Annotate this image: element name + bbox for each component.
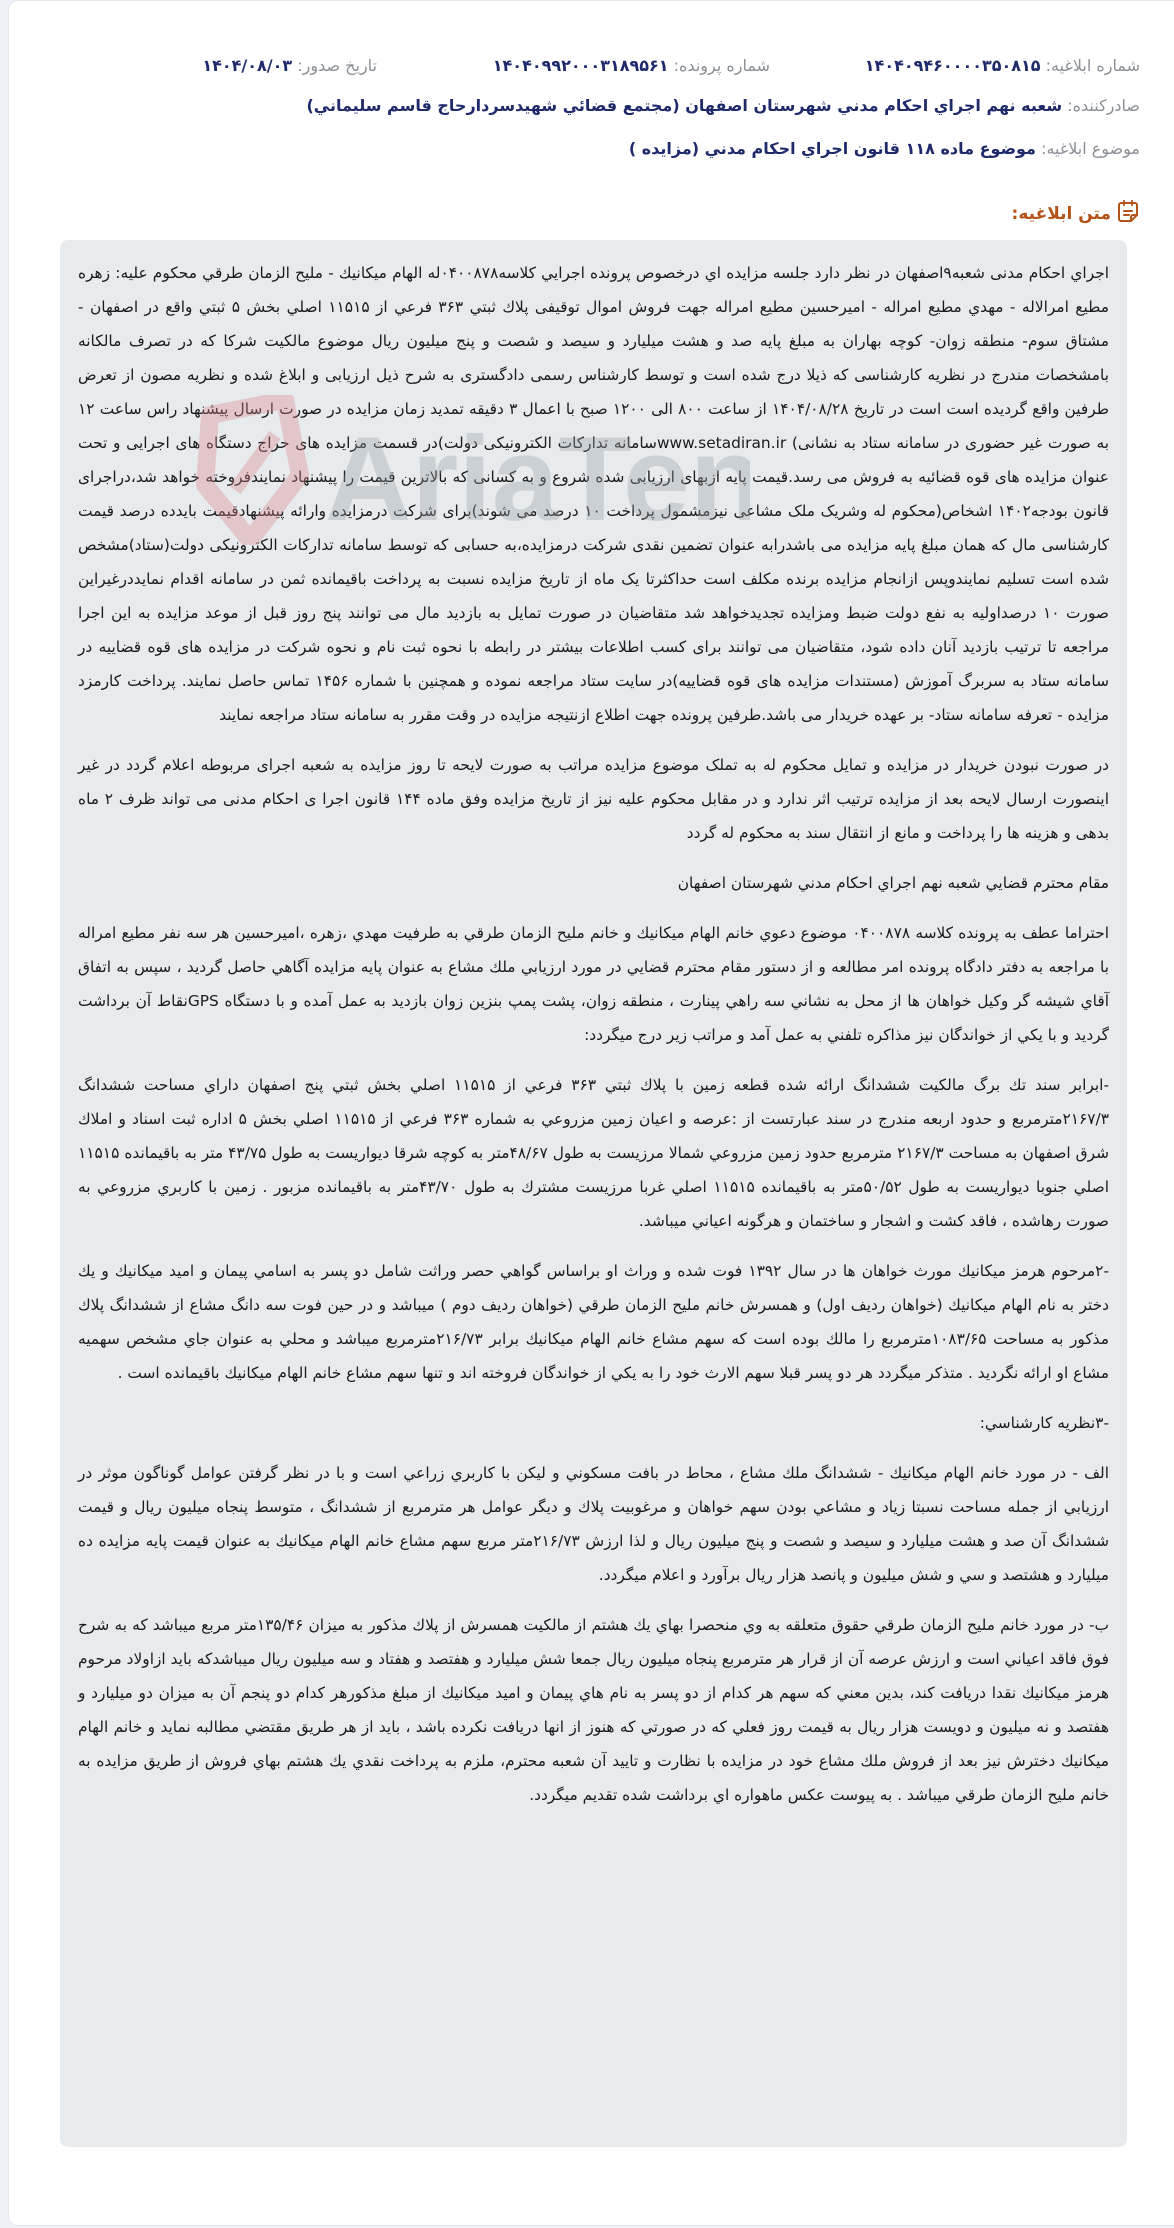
case-number-label: شماره پرونده: bbox=[673, 56, 770, 75]
body-paragraph-2: در صورت نبودن خريدار در مزايده و تمايل محكوم له به تملک موضوع مزايده مراتب به صورت لايحه تا روز مزايده به شعبه اجراى مربوطه اعلام گردد در غير اينصورت ارسال لايحه بعد از مزايده ترتيب اثر ندارد و در مقابل محكوم عليه نيز از تاريخ مزايده وفق ماده ۱۴۴ قانون اجرا ى احكام مدنى مى تواند ظرف ۲ ماه بدهى و هزينه ها را پرداخت و مانع از انتقال سند به محكوم له گردد bbox=[78, 756, 1109, 842]
issue-date-value: ۱۴۰۴/۰۸/۰۳ bbox=[202, 56, 293, 75]
body-paragraph-3: مقام محترم قضايي شعبه نهم اجراي احكام مدني شهرستان اصفهان bbox=[677, 874, 1109, 892]
issuer-field bbox=[306, 96, 1140, 115]
notice-body bbox=[60, 240, 1127, 2147]
body-paragraph-7: -۳نظريه كارشناسي: bbox=[979, 1414, 1109, 1432]
body-paragraph-4: احتراما عطف به پرونده كلاسه ۰۴۰۰۸۷۸ موضوع دعوي خانم الهام ميكانيك و خانم مليح الزمان طرقي به طرفيت مهدي ،زهره ،اميرحسين هر سه نفر مطيع امراله با مراجعه به دفتر دادگاه پرونده امر مطالعه و از دستور مقام محترم قضايي در مورد ارزيابي ملك مشاع به عنوان پايه مزايده آگاهي حاصل گرديد ، سپس به اتفاق آقاي شيشه گر وكيل خواهان ها از محل به نشاني سه راهي پينارت ، منطقه زوان، پشت پمپ بنزين زوان بازديد به عمل آمده و با دستگاه GPSنقاط آن برداشت گرديد و با يكي از خواندگان نيز مذاكره تلفني به عمل آمد و مراتب زير درج ميگردد: bbox=[78, 924, 1109, 1044]
watermark-text: AriaTen bbox=[325, 412, 750, 545]
notice-number-label: شماره ابلاغیه: bbox=[1045, 56, 1140, 75]
issuer-value: شعبه نهم اجراي احكام مدني شهرستان اصفهان (مجتمع قضائي شهيدسردارحاج قاسم سليماني) bbox=[306, 96, 1063, 115]
case-number-value: ۱۴۰۴۰۹۹۲۰۰۰۳۱۸۹۵۶۱ bbox=[492, 56, 669, 75]
notice-number-value: ۱۴۰۴۰۹۴۶۰۰۰۰۳۵۰۸۱۵ bbox=[864, 56, 1041, 75]
issuer-label: صادرکننده: bbox=[1067, 96, 1140, 115]
body-paragraph-9: ب- در مورد خانم مليح الزمان طرقي حقوق متعلقه به وي منحصرا بهاي يك هشتم از مالكيت همسرش از پلاك مذكور به ميزان ۱۳۵/۴۶متر مربع ميباشد كه به شرح فوق فاقد اعياني است و ارزش عرصه آن از قرار هر مترمربع پنجاه ميليون ريال جمعا شش ميليارد و هفتصد و هفتاد و سه ميليون ريال ميباشدكه بايد ازاولاد مرحوم هرمز ميكانيك نقدا دريافت كند، بدين معني كه سهم هر كدام از دو پسر به نام هاي پيمان و اميد ميكانيك از مبلغ مذكورهر كدام دو پنجم آن به ميزان دو ميليارد و هفتصد و نه ميليون و دويست هزار ريال به قيمت روز فعلي كه در صورتي كه هنوز از انها دريافت نكرده باشد ، بايد از هر طريق مقتضي مطالبه نمايد و خانم الهام ميكانيك دخترش نيز بعد از فروش ملك مشاع خود در مزايده با نظارت و تاييد آن شعبه محترم، ملزم به پرداخت نقدي يك هشتم بهاي فروش از طريق مزايده به خانم مليح الزمان طرقي ميباشد . به پيوست عكس ماهواره اي برداشت شده تقديم ميگردد. bbox=[78, 1616, 1109, 1804]
section-title bbox=[1012, 199, 1139, 228]
case-number-field bbox=[493, 56, 770, 75]
body-paragraph-6: -۲مرحوم هرمز ميكانيك مورث خواهان ها در سال ۱۳۹۲ فوت شده و وراث او براساس گواهي حصر وراثت شامل دو پسر به اسامي پيمان و اميد ميكانيك و يك دختر به نام الهام ميكانيك (خواهان رديف اول) و همسرش خانم مليح الزمان طرقي (خواهان رديف دوم ) ميباشد و در حين فوت سه دانگ مشاع از ششدانگ پلاك مذكور به مساحت ۱۰۸۳/۶۵مترمربع را مالك بوده است كه سهم مشاع خانم الهام ميكانيك برابر ۲۱۶/۷۳مترمربع ميباشد و محلي به عنوان جاي مشخص سهميه مشاع او ارائه نگرديد . متذكر ميگردد هر دو پسر قبلا سهم الارث خود را به يكي از خواندگان فروخته اند و تنها سهم مشاع خانم الهام ميكانيك باقيمانده است . bbox=[78, 1262, 1109, 1382]
document-note-icon bbox=[1117, 199, 1139, 228]
body-paragraph-5: -ابرابر سند تك برگ مالكيت ششدانگ ارائه شده قطعه زمين با پلاك ثبتي ۳۶۳ فرعي از ۱۱۵۱۵ اصلي بخش ثبتي پنج اصفهان داراي مساحت ششدانگ ۲۱۶۷/۳مترمربع و حدود اربعه مندرج در سند عبارتست از :عرصه و اعيان زمين مزروعي به شماره ۳۶۳ فرعي از ۱۱۵۱۵ اصلي بخش ۵ اداره ثبت اسناد و املاك شرق اصفهان به مساحت ۲۱۶۷/۳ مترمربع حدود زمين مزروعي شمالا مرزيست به طول ۴۸/۶۷متر به كوچه شرقا ديواريست به طول ۴۳/۷۵ متر به باقيمانده ۱۱۵۱۵ اصلي جنوبا ديواريست به طول ۵۰/۵۲متر به باقيمانده ۱۱۵۱۵ اصلي غربا مرزيست مشترك به طول ۴۳/۷۰متر به باقيمانده مزبور . زمين با كاربري مزروعي به صورت رهاشده ، فاقد كشت و اشجار و ساختمان و هرگونه اعياني ميباشد. bbox=[78, 1076, 1109, 1230]
body-paragraph-1: اجراي احكام مدنى شعبه۹اصفهان در نظر دارد جلسه مزايده اي درخصوص پرونده اجرايي كلاسه۰۴۰۰۸۷۸له الهام ميكانيك - مليح الزمان طرقي محكوم عليه: زهره مطيع امرالاله - مهدي مطيع امراله - اميرحسين مطيع امراله جهت فروش اموال توقيفى پلاك ثبتي ۳۶۳ فرعي از ۱۱۵۱۵ اصلي بخش ۵ ثبتي واقع در اصفهان - مشتاق سوم- منطقه زوان- كوچه بهاران به مبلغ پايه صد و هشت ميليارد و سيصد و شصت و پنج ميليون ريال موضوع مالكيت شركا كه در تصرف مالكانه بامشخصات مندرج در نظريه كارشناسى كه ذيلا درج شده است و توسط كارشناس رسمى دادگسترى به شرح ذيل ارزيابى و ابلاغ شده و نظريه مصون از تعرض طرفين واقع گرديده است است در تاريخ ۱۴۰۴/۰۸/۲۸ از ساعت ۸۰۰ الى ۱۲۰۰ صبح با اعمال ۳ دقيقه تمديد زمان مزايده در صورت ارسال پيشنهاد راس ساعت ۱۲ به صورت غير حضورى در سامانه ستاد به نشانى) www.setadiran.irسامانه تداركات الكترونيكى دولت)در قسمت مزايده هاى حراج دستگاه هاى اجرايى و تحت عنوان مزايده هاى قوه قضائيه به فروش مى رسد.قيمت پايه ازبهاى ارزيابى شده شروع و به كسانى كه بالاترين قيمت را پيشنهاد نمايندفروخته خواهد شد،دراجراى قانون بودجه۱۴۰۲ اشخاص(محكوم له وشريک ملک مشاعى نيزمشمول پرداخت ۱۰ درصد مى شوند)براى شركت درمزايده وارائه پيشنهادقيمت بايدده درصد قيمت كارشناسى مال كه همان مبلغ پايه مزايده مى باشدرابه عنوان تضمين نقدى شركت درمزايده،به حسابى كه توسط سامانه تداركات الكترونيكى دولت(ستاد)مشخص شده است تسليم نمايندوپس ازانجام مزايده برنده مكلف است حداكثرتا يک ماه از تاريخ مزايده نسبت به پرداخت باقيمانده ثمن در سامانه اقدام نمايددرغيراين صورت ۱۰ درصداوليه به نفع دولت ضبط ومزايده تجديدخواهد شد متقاضيان در صورت تمايل به بازديد مال مى توانند پنج روز قبل از موعد مزايده به اين اجرا مراجعه تا ترتيب بازديد آنان داده شود، متقاضيان مى توانند براى كسب اطلاعات بيشتر در رابطه با نحوه ثبت نام و نحوه شركت در مزايده هاى قوه قضاييه در سامانه ستاد به سربرگ آموزش (مستندات مزايده هاى قوه قضاييه)در سايت ستاد مراجعه نموده و همچنين با شماره ۱۴۵۶ تماس حاصل نمايند. پرداخت كارمزد مزايده - تعرفه سامانه ستاد- بر عهده خريدار مى باشد.طرفين پرونده جهت اطلاع ازنتيجه مزايده در وقت مقرر به سامانه ستاد مراجعه نمايند bbox=[78, 264, 1110, 724]
subject-field bbox=[629, 139, 1140, 158]
issue-date-label: تاریخ صدور: bbox=[297, 56, 377, 75]
section-title-text: متن ابلاغیه: bbox=[1011, 203, 1111, 224]
subject-value: موضوع ماده ۱۱۸ قانون اجراي احكام مدني (مزايده ) bbox=[628, 139, 1036, 158]
notice-number-field bbox=[865, 56, 1140, 75]
subject-label: موضوع ابلاغیه: bbox=[1041, 139, 1140, 158]
body-paragraph-8: الف - در مورد خانم الهام ميكانيك - ششدانگ ملك مشاع ، محاط در بافت مسكوني و ليكن با كاربري زراعي است و با در نظر گرفتن عوامل گوناگون موثر در ارزيابي از جمله مساحت نسبتا زياد و مشاعي بودن سهم خواهان و مرغوبيت پلاك و ديگر عوامل هر مترمربع از ششدانگ ، متوسط پنجاه ميليون ريال و قيمت ششدانگ آن صد و هشت ميليارد و سيصد و شصت و پنج ميليون ريال و لذا ارزش ۲۱۶/۷۳متر مربع سهم مشاع خانم الهام ميكانيك به عنوان قيمت پايه مزايده ده ميليارد و هشتصد و سي و شش ميليون و پانصد هزار ريال برآورد و اعلام ميگردد. bbox=[78, 1464, 1109, 1584]
issue-date-field bbox=[202, 56, 377, 75]
